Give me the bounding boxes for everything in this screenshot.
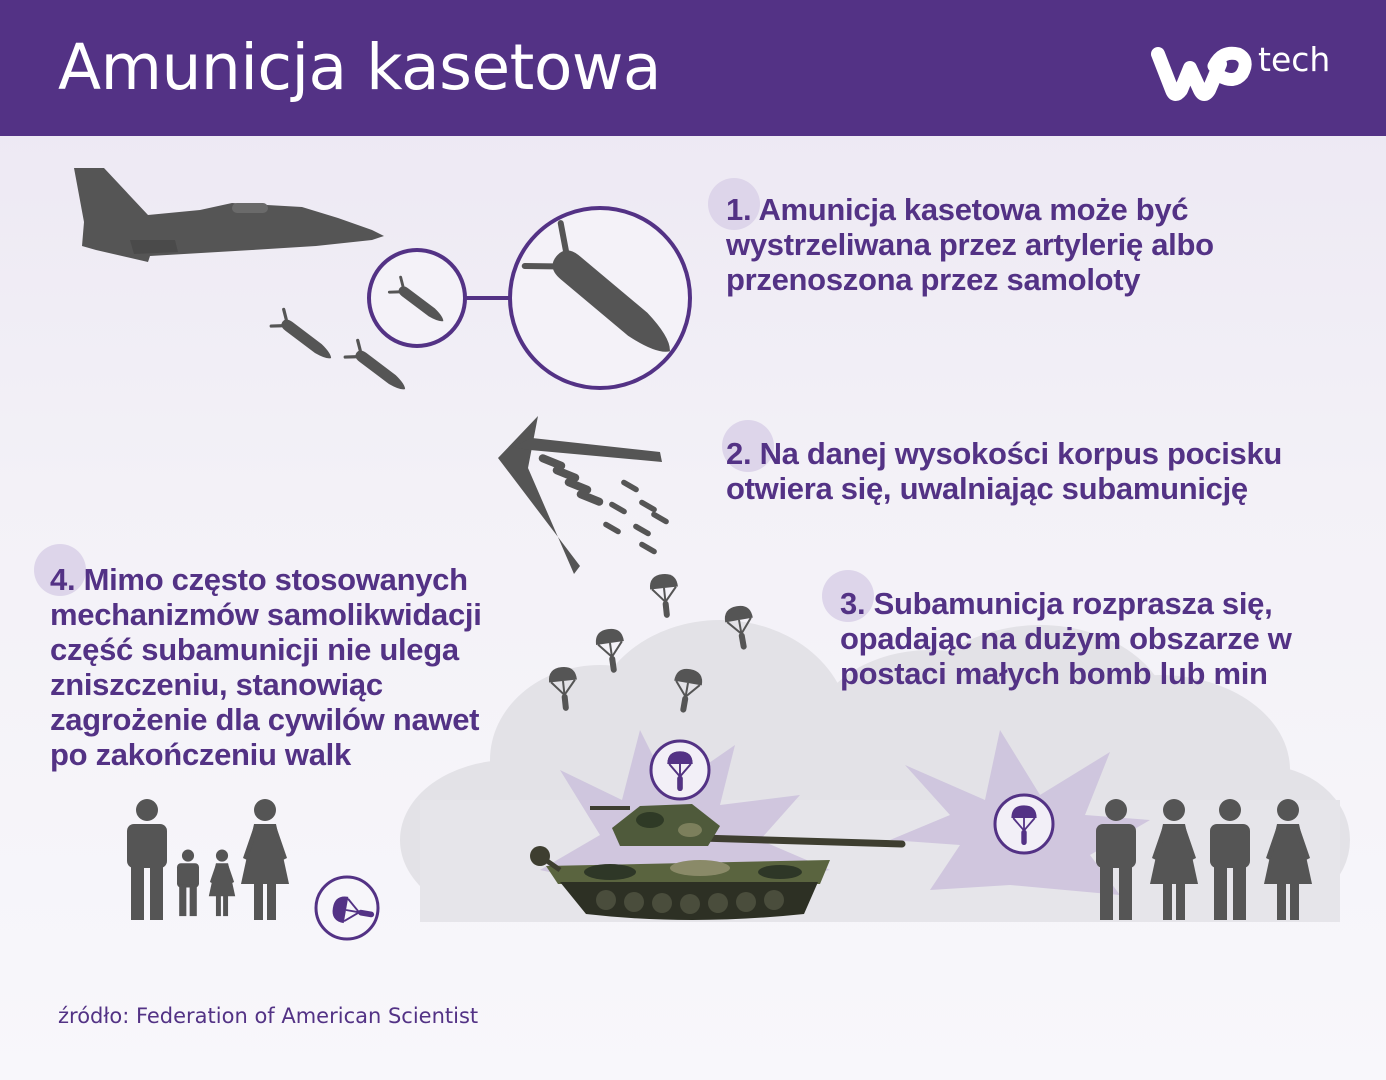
bomb-icon xyxy=(345,340,411,397)
step-description: Subamunicja rozprasza się, opadając na dużym obszarze w postaci małych bomb lub min xyxy=(840,586,1292,691)
step-1-text xyxy=(726,192,1366,297)
step-number: 3. xyxy=(840,586,866,621)
bomblet-icon xyxy=(538,453,670,555)
step-number: 4. xyxy=(50,562,76,597)
page-title: Amunicja kasetowa xyxy=(58,31,662,104)
step-description: Na danej wysokości korpus pocisku otwiera się, uwalniając subamunicję xyxy=(726,436,1283,506)
unexploded-bomblet-icon xyxy=(316,877,378,939)
step-number: 2. xyxy=(726,436,752,471)
fighter-jet-icon xyxy=(74,168,384,262)
step-description: Amunicja kasetowa może być wystrzeliwana przez artylerię albo przenoszona przez samoloty xyxy=(726,192,1214,297)
people-icon xyxy=(127,799,289,920)
bomb-icon xyxy=(271,309,337,366)
magnifier-circle-icon xyxy=(369,208,690,388)
step-description: Mimo często stosowanych mechanizmów samolikwidacji część subamunicji nie ulega zniszczeniu, stanowiąc zagrożenie dla cywilów nawet po zakończeniu walk xyxy=(50,562,482,772)
source-credit: źródło: Federation of American Scientist xyxy=(58,1004,479,1028)
step-2-text xyxy=(726,436,1366,506)
step-3-text xyxy=(840,586,1370,691)
logo-text: tech xyxy=(1258,40,1331,79)
step-number: 1. xyxy=(726,192,752,227)
parachute-bomblet-icon xyxy=(995,795,1053,853)
step-4-text xyxy=(50,562,520,772)
